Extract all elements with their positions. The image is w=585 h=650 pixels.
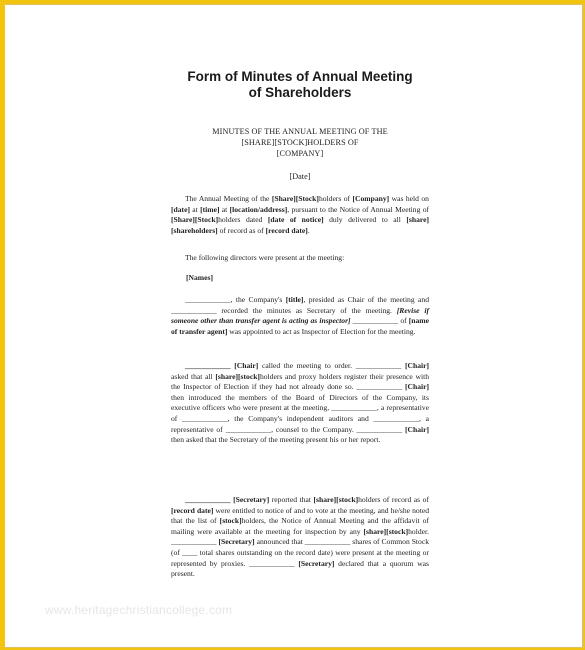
site-watermark: www.heritagechristiancollege.com bbox=[45, 603, 233, 617]
minutes-heading: MINUTES OF THE ANNUAL MEETING OF THE [SHARE][STOCK]HOLDERS OF [COMPANY] bbox=[212, 127, 388, 158]
director-names: [Names] bbox=[186, 273, 213, 282]
meeting-date: [Date] bbox=[289, 172, 311, 181]
paragraph-secretary-report: ____________ [Secretary] reported that [share][stock]holders of record as of [record date] were entitled to notice of and to vote at the meeting, and he/she noted that the list of [stock]holders, the Notice of Annual Meeting and the affidavit of mailing were available at the meeting for inspection by any [share][stock]holder. ____________ [Secretary] announced that ____________ shares of Common Stock (of ____ total shares outstanding on the record date) were present at the meeting or represented by proxies. ____________ [Secretary] declared that a quorum was present. bbox=[171, 495, 429, 579]
document-title: Form of Minutes of Annual Meeting of Shareholders bbox=[187, 69, 413, 100]
paragraph-call-to-order: ____________ [Chair] called the meeting to order. ____________ [Chair] asked that all [share][stock]holders and proxy holders register their presence with the Inspector of Election if they had not already done so. ____________ [Chair] then introduced the members of the Board of Directors of the Company, its executive officers who were present at the meeting, ____________, a representative of ____________, the Company's independent auditors and ____________, a representative of ____________, counsel to the Company. ____________ [Chair] then asked that the Secretary of the meeting present his or her report. bbox=[171, 361, 429, 445]
document-frame bbox=[4, 4, 583, 648]
paragraph-directors-present: The following directors were present at the meeting: bbox=[185, 253, 345, 262]
paragraph-meeting-held: The Annual Meeting of the [Share][Stock]holders of [Company] was held on [date] at [time] at [location/address], pursuant to the Notice of Annual Meeting of [Share][Stock]holders dated [date of notice] duly delivered to all [share][shareholders] of record as of [record date]. bbox=[171, 194, 430, 235]
paragraph-chair-secretary: ____________, the Company's [title], presided as Chair of the meeting and ____________ recorded the minutes as Secretary of the meeting. [Revise if someone other than transfer agent is acting as inspector] ____________ of [name of transfer agent] was appointed to act as Inspector of Election for the meeting. bbox=[171, 295, 429, 336]
